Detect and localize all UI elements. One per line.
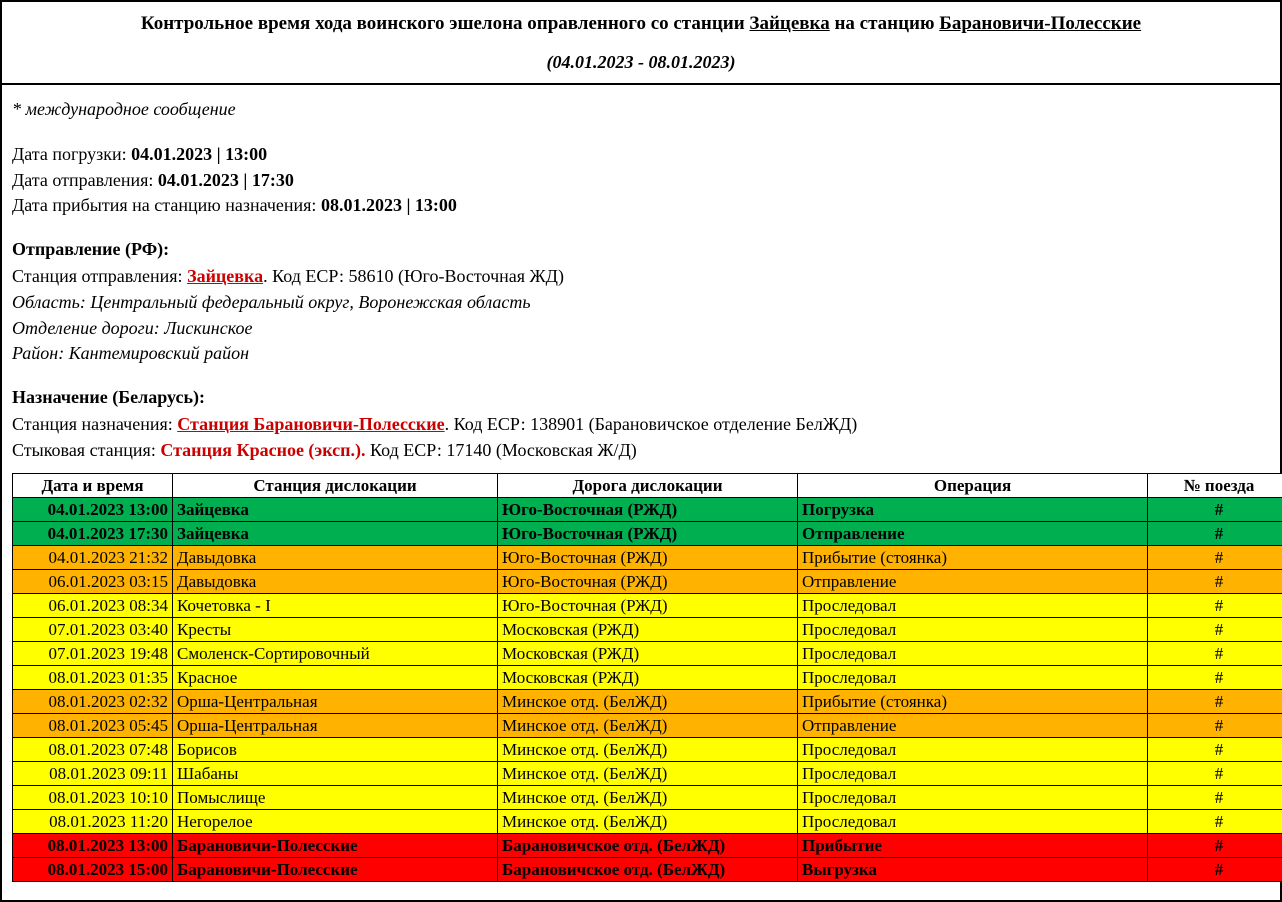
table-row [13, 786, 1282, 810]
cell-operation: Отправление [798, 522, 1148, 546]
date-range: (04.01.2023 - 08.01.2023) [546, 51, 736, 72]
junction-station-name: Станция Красное (эксп.). [160, 439, 366, 460]
cell-road: Барановичское отд. (БелЖД) [498, 834, 798, 858]
cell-road: Московская (РЖД) [498, 666, 798, 690]
cell-train: # [1148, 618, 1282, 642]
arrival-date-value: 08.01.2023 | 13:00 [320, 195, 457, 216]
table-row [13, 810, 1282, 834]
table-row [13, 762, 1282, 786]
cell-datetime: 04.01.2023 13:00 [13, 498, 173, 522]
loading-date-line [12, 142, 1270, 168]
table-row [13, 858, 1282, 882]
cell-road: Юго-Восточная (РЖД) [498, 522, 798, 546]
cell-datetime: 08.01.2023 05:45 [13, 714, 173, 738]
cell-datetime: 08.01.2023 01:35 [13, 666, 173, 690]
cell-station: Зайцевка [173, 498, 498, 522]
cell-datetime: 08.01.2023 15:00 [13, 858, 173, 882]
cell-train: # [1148, 594, 1282, 618]
cell-datetime: 08.01.2023 11:20 [13, 810, 173, 834]
international-note: * международное сообщение [12, 98, 236, 119]
document-body [2, 85, 1280, 883]
departure-branch: Отделение дороги: Лискинское [12, 317, 253, 338]
cell-road: Барановичское отд. (БелЖД) [498, 858, 798, 882]
cell-road: Минское отд. (БелЖД) [498, 762, 798, 786]
departure-date-value: 04.01.2023 | 17:30 [157, 169, 294, 190]
departure-station-rest: . Код ЕСР: 58610 (Юго-Восточная ЖД) [263, 266, 564, 287]
cell-datetime: 08.01.2023 07:48 [13, 738, 173, 762]
destination-section-heading: Назначение (Беларусь): [12, 386, 205, 407]
cell-station: Барановичи-Полесские [173, 834, 498, 858]
column-header-road: Дорога дислокации [498, 474, 798, 498]
cell-road: Минское отд. (БелЖД) [498, 786, 798, 810]
cell-station: Кочетовка - I [173, 594, 498, 618]
cell-datetime: 08.01.2023 02:32 [13, 690, 173, 714]
departure-district: Район: Кантемировский район [12, 343, 250, 364]
cell-datetime: 08.01.2023 10:10 [13, 786, 173, 810]
table-row [13, 618, 1282, 642]
cell-datetime: 08.01.2023 09:11 [13, 762, 173, 786]
cell-operation: Прибытие (стоянка) [798, 690, 1148, 714]
table-row [13, 738, 1282, 762]
departure-section-heading: Отправление (РФ): [12, 238, 170, 259]
cell-road: Минское отд. (БелЖД) [498, 810, 798, 834]
departure-station-name: Зайцевка [187, 266, 264, 287]
cell-station: Орша-Центральная [173, 714, 498, 738]
cell-train: # [1148, 858, 1282, 882]
destination-station-label: Станция назначения: [12, 414, 178, 435]
cell-operation: Погрузка [798, 498, 1148, 522]
cell-road: Юго-Восточная (РЖД) [498, 594, 798, 618]
table-row [13, 594, 1282, 618]
departure-region: Область: Центральный федеральный округ, Воронежская область [12, 292, 531, 313]
cell-station: Давыдовка [173, 546, 498, 570]
cell-train: # [1148, 498, 1282, 522]
cell-train: # [1148, 570, 1282, 594]
destination-station-line [12, 412, 1270, 438]
cell-operation: Проследовал [798, 666, 1148, 690]
cell-train: # [1148, 642, 1282, 666]
cell-train: # [1148, 546, 1282, 570]
cell-datetime: 04.01.2023 21:32 [13, 546, 173, 570]
departure-date-label: Дата отправления: [12, 169, 158, 190]
page-title [14, 12, 1268, 36]
cell-train: # [1148, 714, 1282, 738]
cell-road: Московская (РЖД) [498, 618, 798, 642]
cell-operation: Выгрузка [798, 858, 1148, 882]
spacer-1 [12, 219, 1270, 237]
column-header-datetime: Дата и время [13, 474, 173, 498]
cell-station: Барановичи-Полесские [173, 858, 498, 882]
cell-road: Минское отд. (БелЖД) [498, 714, 798, 738]
cell-datetime: 06.01.2023 03:15 [13, 570, 173, 594]
arrival-date-label: Дата прибытия на станцию назначения: [12, 195, 321, 216]
cell-operation: Отправление [798, 714, 1148, 738]
spacer-2 [12, 367, 1270, 385]
cell-road: Минское отд. (БелЖД) [498, 690, 798, 714]
cell-operation: Проследовал [798, 642, 1148, 666]
cell-datetime: 07.01.2023 03:40 [13, 618, 173, 642]
cell-station: Шабаны [173, 762, 498, 786]
cell-operation: Проследовал [798, 594, 1148, 618]
table-row [13, 522, 1282, 546]
table-row [13, 642, 1282, 666]
cell-station: Борисов [173, 738, 498, 762]
cell-train: # [1148, 522, 1282, 546]
cell-datetime: 06.01.2023 08:34 [13, 594, 173, 618]
cell-operation: Прибытие (стоянка) [798, 546, 1148, 570]
cell-operation: Проследовал [798, 786, 1148, 810]
arrival-date-line [12, 193, 1270, 219]
loading-date-label: Дата погрузки: [12, 144, 132, 165]
column-header-operation: Операция [798, 474, 1148, 498]
loading-date-value: 04.01.2023 | 13:00 [131, 144, 268, 165]
cell-train: # [1148, 786, 1282, 810]
title-block [2, 2, 1280, 85]
cell-train: # [1148, 762, 1282, 786]
cell-station: Красное [173, 666, 498, 690]
table-row [13, 690, 1282, 714]
departure-station-label: Станция отправления: [12, 266, 188, 287]
column-header-station: Станция дислокации [173, 474, 498, 498]
departure-date-line [12, 168, 1270, 194]
cell-station: Орша-Центральная [173, 690, 498, 714]
title-station-from: Зайцевка [749, 13, 830, 34]
cell-station: Зайцевка [173, 522, 498, 546]
title-prefix: Контрольное время хода воинского эшелона оправленного со станции [140, 13, 750, 34]
cell-station: Смоленск-Сортировочный [173, 642, 498, 666]
junction-station-label: Стыковая станция: [12, 439, 161, 460]
table-row [13, 666, 1282, 690]
destination-station-name: Станция Барановичи-Полесские [177, 414, 445, 435]
cell-road: Московская (РЖД) [498, 642, 798, 666]
cell-station: Кресты [173, 618, 498, 642]
cell-station: Негорелое [173, 810, 498, 834]
table-row [13, 834, 1282, 858]
table-row [13, 714, 1282, 738]
cell-operation: Проследовал [798, 762, 1148, 786]
cell-road: Юго-Восточная (РЖД) [498, 546, 798, 570]
departure-station-line [12, 264, 1270, 290]
cell-datetime: 07.01.2023 19:48 [13, 642, 173, 666]
cell-train: # [1148, 690, 1282, 714]
cell-datetime: 08.01.2023 13:00 [13, 834, 173, 858]
cell-station: Помыслище [173, 786, 498, 810]
cell-road: Юго-Восточная (РЖД) [498, 570, 798, 594]
cell-operation: Прибытие [798, 834, 1148, 858]
cell-station: Давыдовка [173, 570, 498, 594]
cell-road: Минское отд. (БелЖД) [498, 738, 798, 762]
cell-train: # [1148, 810, 1282, 834]
table-row [13, 546, 1282, 570]
cell-operation: Проследовал [798, 810, 1148, 834]
cell-operation: Отправление [798, 570, 1148, 594]
table-row [13, 570, 1282, 594]
cell-operation: Проследовал [798, 738, 1148, 762]
table-row [13, 498, 1282, 522]
destination-station-rest: . Код ЕСР: 138901 (Барановичское отделение БелЖД) [444, 414, 858, 435]
junction-station-line [12, 438, 1270, 464]
cell-operation: Проследовал [798, 618, 1148, 642]
cell-datetime: 04.01.2023 17:30 [13, 522, 173, 546]
cell-road: Юго-Восточная (РЖД) [498, 498, 798, 522]
cell-train: # [1148, 738, 1282, 762]
cell-train: # [1148, 666, 1282, 690]
schedule-table [12, 473, 1282, 882]
title-middle: на станцию [829, 13, 940, 34]
junction-station-rest: Код ЕСР: 17140 (Московская Ж/Д) [365, 439, 637, 460]
column-header-train: № поезда [1148, 474, 1282, 498]
cell-train: # [1148, 834, 1282, 858]
table-header-row [13, 474, 1282, 498]
title-station-to: Барановичи-Полесские [939, 13, 1142, 34]
